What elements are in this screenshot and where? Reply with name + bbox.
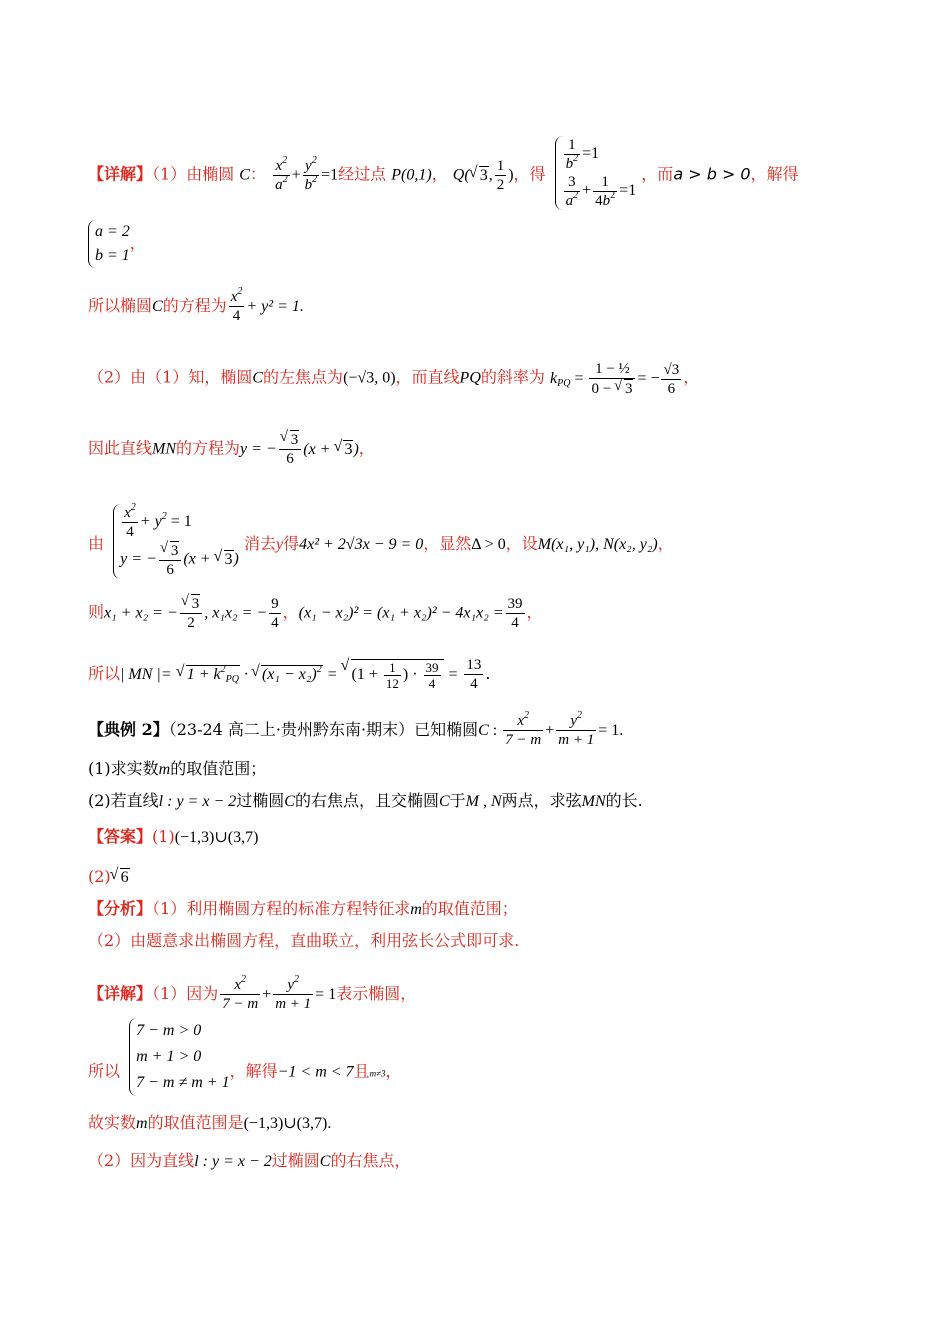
- question2: (2)若直线l : y = x − 2过椭圆C的右焦点，且交椭圆C于M , N两点，求弦MN的长.: [88, 791, 643, 810]
- detail2-part2: （2）因为直线l : y = x − 2过椭圆C的右焦点，: [88, 1151, 411, 1170]
- condition-system: 7 − m > 0 m + 1 > 0 7 − m ≠ m + 1: [129, 1018, 229, 1096]
- detail2-label: 【详解】: [88, 984, 153, 1003]
- answer-label: 【答案】: [88, 827, 153, 846]
- answer-line-2: (2)√ 6: [88, 866, 890, 888]
- system-ab: $\frac{1}{b^2}$ =1 $\frac{3}{a^2}$ + $\frac{1}{4b^2}$ =1: [555, 136, 637, 210]
- ellipse-conclusion: 所以椭圆C的方程为 $\frac{x^2}{4}$ + y² = 1.: [88, 286, 304, 324]
- mn-length-line: 所以| MN |= √ $1 + k^2_{PQ}$ · √ $(x_1 - x_2)^2$ = √ (1 + $\frac{1}{12}$ ) · $\frac{39}{4}$ = $\frac{13}{4}$ .: [88, 656, 890, 693]
- example2-label: 【典例 2】: [88, 720, 169, 739]
- detail2-part1: 【详解】（1）因为 $\frac{x^2}{7 - m}$ + $\frac{y^2}{m + 1}$ = 1表示椭圆，: [88, 974, 417, 1012]
- conditions-line: 所以 7 − m > 0 m + 1 > 0 7 − m ≠ m + 1 ，解得−1 < m < 7且m≠3，: [88, 1048, 890, 1096]
- example2-title: 【典例 2】（23-24 高二上·贵州黔东南·期末）已知椭圆C : $\frac{x^2}{7 - m}$ + $\frac{y^2}{m + 1}$ = 1.: [88, 710, 624, 748]
- analysis-line-2: （2）由题意求出椭圆方程，直曲联立，利用弦长公式即可求.: [88, 931, 520, 950]
- line-mn-equation: 因此直线MN的方程为y = − √ $\frac{3}{6}$ (x + √ 3)，: [88, 430, 890, 468]
- ellipse-equation: $\frac{x^2}{a^2}$: [275, 154, 288, 193]
- vieta-line: 则x₁ + x₂ = − √ $\frac{3}{2}$ , x₁x₂ = − $\frac{9}{4}$ ，(x₁ − x₂)² = (x₁ + x₂)² − 4x₁x₂ = $\frac{39}{4}$ ，: [88, 594, 890, 632]
- answer-line-1: 【答案】(1)(−1,3)∪(3,7): [88, 827, 259, 846]
- question1: (1)求实数m的取值范围；: [88, 759, 267, 778]
- system-quadratic-line: 由 $\frac{x^2}{4}$ + $y^2 = 1$ y = − √ $\frac{3}{6}$ (x + √ 3) 消去y得4x² + 2√3x − 9 = 0，显然Δ > 0，设M(x₁, y₁), N(x₂, y₂)，: [88, 510, 890, 579]
- slope-expression: $k_{PQ}$ = $\frac{\text{1 − ½}}{0 - √ 3}$ = − $\frac{√3}{6}$: [550, 370, 683, 387]
- detail-part1-line: 【详解】（1）由椭圆 C： $\frac{x^2}{a^2}$ + $\frac{y^2}{b^2}$ =1经过点 P(0,1)， Q(√ 3, $\frac{1}{2}$ )，得 $\frac{1}{b^2}$ =1 $\frac{3}{a^2}$ + $\frac{1}{4b^2}$ =1 ，而a > b > 0，解得: [88, 140, 890, 210]
- range-conclusion: 故实数m的取值范围是(−1,3)∪(3,7).: [88, 1113, 332, 1132]
- system-ellipse-line: $\frac{x^2}{4}$ + $y^2 = 1$ y = − √ $\frac{3}{6}$ (x + √ 3): [113, 504, 239, 579]
- detail-label: 【详解】: [88, 164, 153, 184]
- analysis-line-1: 【分析】（1）利用椭圆方程的标准方程特征求m的取值范围；: [88, 899, 518, 918]
- analysis-label: 【分析】: [88, 899, 153, 918]
- result-ab: a = 2 b = 1 ，: [88, 220, 890, 268]
- detail-part2-line: （2）由（1）知，椭圆C的左焦点为(−√3, 0)，而直线PQ的斜率为 $k_{PQ}$ = $\frac{\text{1 − ½}}{0 - √ 3}$ = − $\frac{√3}{6}$ ，: [88, 360, 890, 398]
